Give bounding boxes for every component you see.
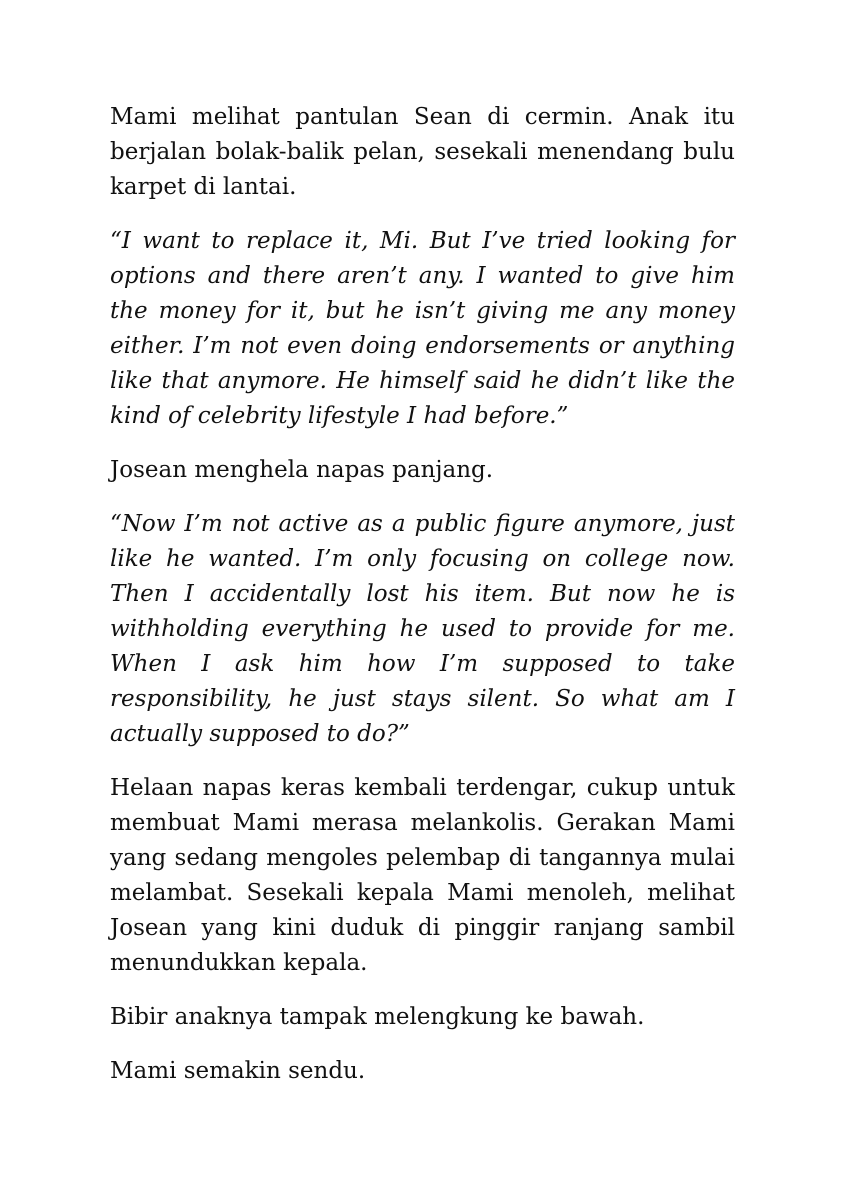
paragraph-mirror-reflection: Mami melihat pantulan Sean di cermin. Anak itu berjalan bolak-balik pelan, sesekali menendang bulu karpet di lantai. (110, 104, 735, 200)
quote-replace-item: “I want to replace it, Mi. But I’ve tried looking for options and there aren’t any. I wanted to give him the money for it, but he isn’t giving me any money either. I’m not even doing endorsements or anything like that anymore. He himself said he didn’t like the kind of celebrity lifestyle I had before.” (110, 228, 735, 429)
paragraph-mami-sad: Mami semakin sendu. (110, 1058, 366, 1084)
paragraph-long-breath: Josean menghela napas panjang. (110, 457, 494, 483)
paragraph-melancholy: Helaan napas keras kembali terdengar, cukup untuk membuat Mami merasa melankolis. Gerakan Mami yang sedang mengoles pelembap di tangannya mulai melambat. Sesekali kepala Mami menoleh, melihat Josean yang kini duduk di pinggir ranjang sambil menundukkan kepala. (110, 775, 735, 976)
quote-public-figure: “Now I’m not active as a public figure anymore, just like he wanted. I’m only focusing on college now. Then I accidentally lost his item. But now he is withholding everything he used to provide for me. When I ask him how I’m supposed to take responsibility, he just stays silent. So what am I actually supposed to do?” (110, 511, 735, 747)
document-page (110, 100, 735, 1108)
paragraph-lips-curve: Bibir anaknya tampak melengkung ke bawah. (110, 1004, 645, 1030)
